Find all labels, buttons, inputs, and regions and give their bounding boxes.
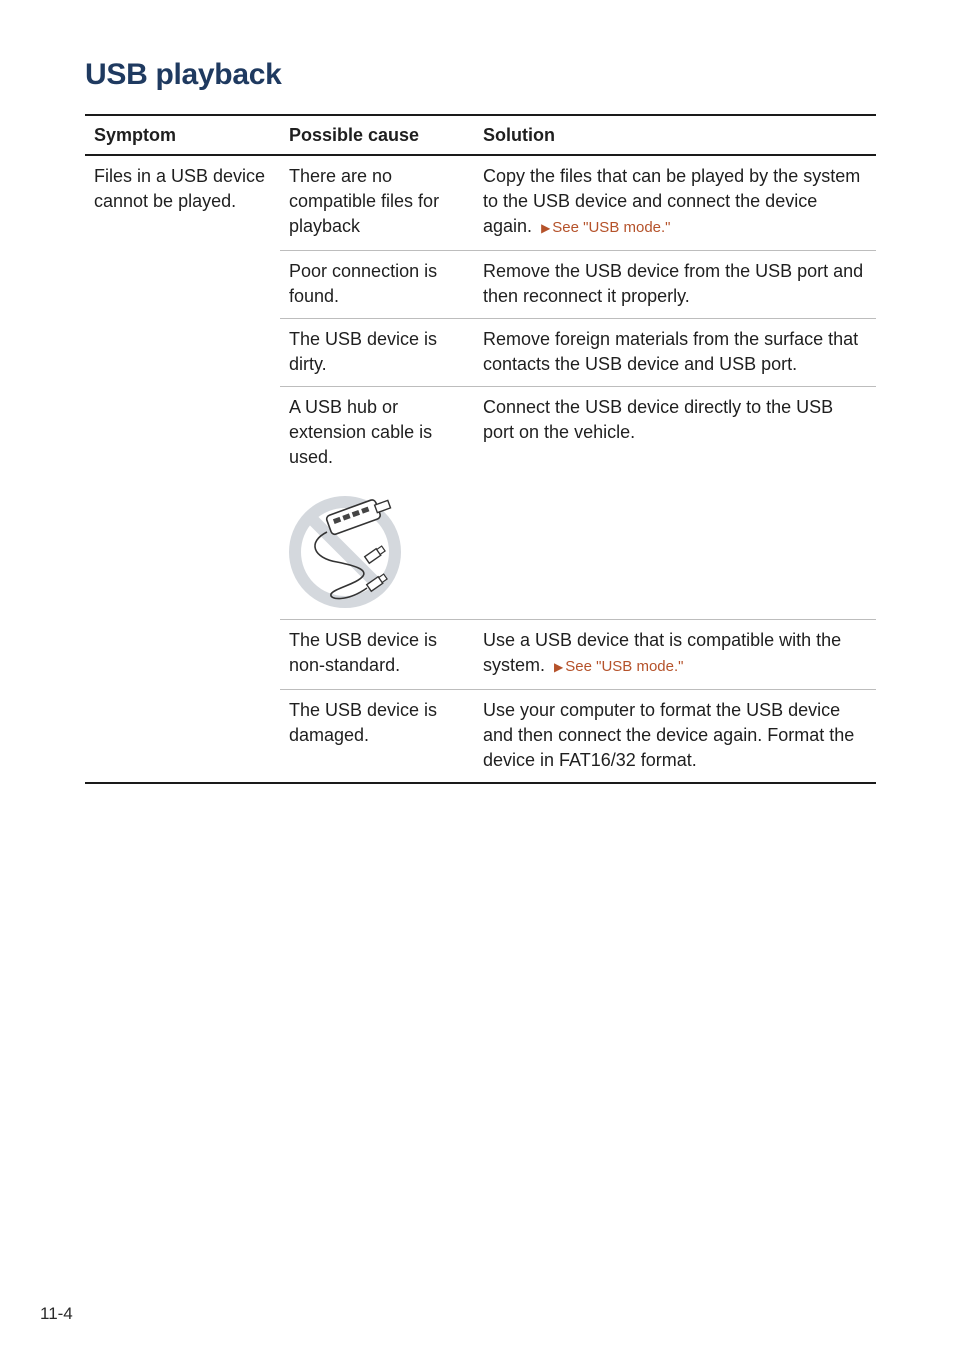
header-symptom: Symptom <box>94 124 177 145</box>
troubleshooting-table <box>85 114 876 784</box>
reference-text: See "USB mode." <box>552 219 671 236</box>
solution-cell <box>474 620 876 689</box>
triangle-right-icon: ▶ <box>541 221 551 235</box>
solution-cell: Remove foreign materials from the surface that contacts the USB device and USB port. <box>483 329 859 374</box>
usb-mode-reference-link[interactable] <box>537 219 670 236</box>
cause-solution-rows <box>280 156 876 782</box>
table-row <box>280 689 876 782</box>
table-row <box>280 619 876 689</box>
table-row <box>280 250 876 318</box>
usb-mode-reference-link[interactable] <box>550 658 683 675</box>
cause-cell: The USB device is damaged. <box>289 700 438 745</box>
cause-text: A USB hub or extension cable is used. <box>289 397 433 467</box>
page-number: 11-4 <box>40 1304 73 1323</box>
header-solution: Solution <box>483 124 555 145</box>
cause-cell <box>280 387 474 619</box>
solution-cell: Connect the USB device directly to the USB port on the vehicle. <box>483 397 834 442</box>
cause-cell: The USB device is dirty. <box>289 329 438 374</box>
page-title: USB playback <box>85 58 282 91</box>
header-possible-cause: Possible cause <box>289 124 420 145</box>
solution-text: Use a USB device that is compatible with the system. <box>483 630 842 675</box>
solution-cell: Remove the USB device from the USB port and then reconnect it properly. <box>483 261 864 306</box>
table-row <box>280 156 876 250</box>
triangle-right-icon: ▶ <box>554 660 564 674</box>
reference-text: See "USB mode." <box>565 658 684 675</box>
solution-text: Copy the files that can be played by the system to the USB device and connect the device again. <box>483 166 861 236</box>
usb-hub-prohibited-icon <box>287 484 411 610</box>
cause-cell: Poor connection is found. <box>289 261 438 306</box>
cause-cell: There are no compatible files for playback <box>289 166 440 236</box>
table-row <box>280 386 876 619</box>
table-header <box>85 116 876 156</box>
table-row <box>280 318 876 386</box>
solution-cell <box>474 156 876 250</box>
cause-cell: The USB device is non-standard. <box>289 630 438 675</box>
symptom-cell: Files in a USB device cannot be played. <box>94 166 266 211</box>
solution-cell: Use your computer to format the USB device and then connect the device again. Format the device in FAT16/32 format. <box>483 700 855 770</box>
table-body <box>85 156 876 782</box>
